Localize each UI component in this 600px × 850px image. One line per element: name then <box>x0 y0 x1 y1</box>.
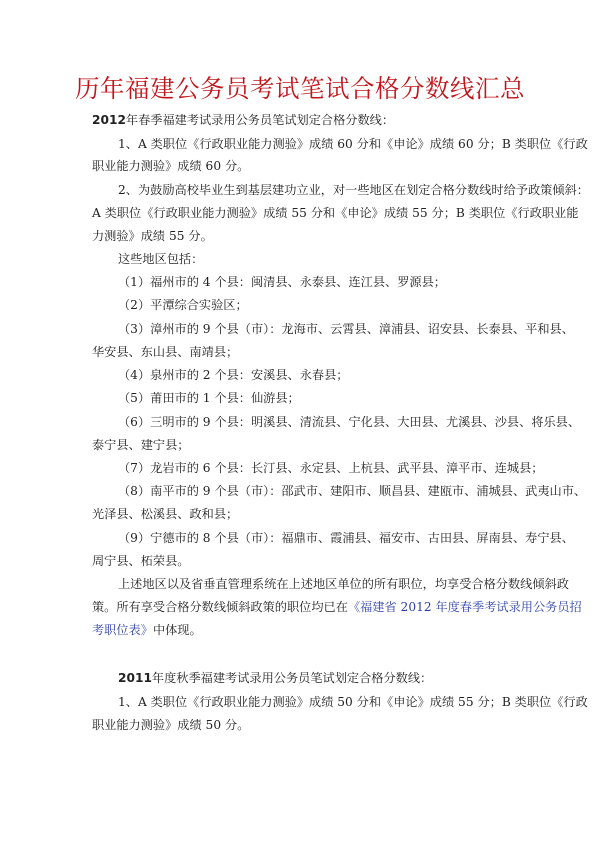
area-line: （1）福州市的 4 个县：闽清县、永泰县、连江县、罗源县； <box>118 275 446 289</box>
paragraph-line: 职业能力测验》成绩 60 分。 <box>92 159 250 173</box>
area-line: （2）平潭综合实验区； <box>118 298 248 312</box>
area-line: （8）南平市的 9 个县（市）：邵武市、建阳市、顺昌县、建瓯市、浦城县、武夷山市、 <box>118 484 587 498</box>
areas-intro: 这些地区包括： <box>118 252 204 266</box>
area-line: 周宁县、柘荣县。 <box>92 554 190 568</box>
area-line: 华安县、东山县、南靖县； <box>92 345 239 359</box>
note-line: 上述地区以及省垂直管理系统在上述地区单位的所有职位，均享受合格分数线倾斜政 <box>118 577 569 591</box>
note-line <box>92 599 582 615</box>
area-line: （7）龙岩市的 6 个县：长汀县、永定县、上杭县、武平县、漳平市、连城县； <box>118 461 544 475</box>
area-line: （5）莆田市的 1 个县：仙游县； <box>118 391 300 405</box>
area-line: （9）宁德市的 8 个县（市）：福鼎市、霞浦县、福安市、古田县、屏南县、寿宁县、 <box>118 531 574 545</box>
job-table-link-cont[interactable]: 考职位表》 <box>92 623 153 637</box>
area-line: 光泽县、松溪县、政和县； <box>92 507 239 521</box>
heading-text: 年春季福建考试录用公务员笔试划定合格分数线： <box>125 113 395 127</box>
page-title: 历年福建公务员考试笔试合格分数线汇总 <box>75 74 525 103</box>
paragraph-line: 1、A 类职位《行政职业能力测验》成绩 60 分和《申论》成绩 60 分；B 类职位《行政 <box>118 137 588 151</box>
section-2011-heading <box>118 670 432 686</box>
area-line: （6）三明市的 9 个县：明溪县、清流县、宁化县、大田县、尤溪县、沙县、将乐县、 <box>118 415 581 429</box>
heading-text: 年度秋季福建考试录用公务员笔试划定合格分数线： <box>151 671 433 685</box>
paragraph-line: 力测验》成绩 55 分。 <box>92 229 213 243</box>
note-text: 策。所有享受合格分数线倾斜政策的职位均已在 <box>92 600 348 614</box>
paragraph-line: A 类职位《行政职业能力测验》成绩 55 分和《申论》成绩 55 分；B 类职位《行政职业能 <box>92 206 579 220</box>
job-table-link[interactable]: 《福建省 2012 年度春季考试录用公务员招 <box>347 600 582 614</box>
section-2012-heading <box>92 112 394 128</box>
area-line: （3）漳州市的 9 个县（市）：龙海市、云霄县、漳浦县、诏安县、长泰县、平和县、 <box>118 322 574 336</box>
heading-year: 2011 <box>118 671 152 685</box>
note-line <box>92 622 202 638</box>
area-line: （4）泉州市的 2 个县：安溪县、永春县； <box>118 368 349 382</box>
paragraph-line: 2、为鼓励高校毕业生到基层建功立业，对一些地区在划定合格分数线时给予政策倾斜： <box>118 183 589 197</box>
paragraph-line: 1、A 类职位《行政职业能力测验》成绩 50 分和《申论》成绩 55 分；B 类职位《行政 <box>118 695 588 709</box>
area-line: 泰宁县、建宁县； <box>92 438 190 452</box>
heading-year: 2012 <box>92 113 126 127</box>
paragraph-line: 职业能力测验》成绩 50 分。 <box>92 718 250 732</box>
note-text: 中体现。 <box>152 623 202 637</box>
